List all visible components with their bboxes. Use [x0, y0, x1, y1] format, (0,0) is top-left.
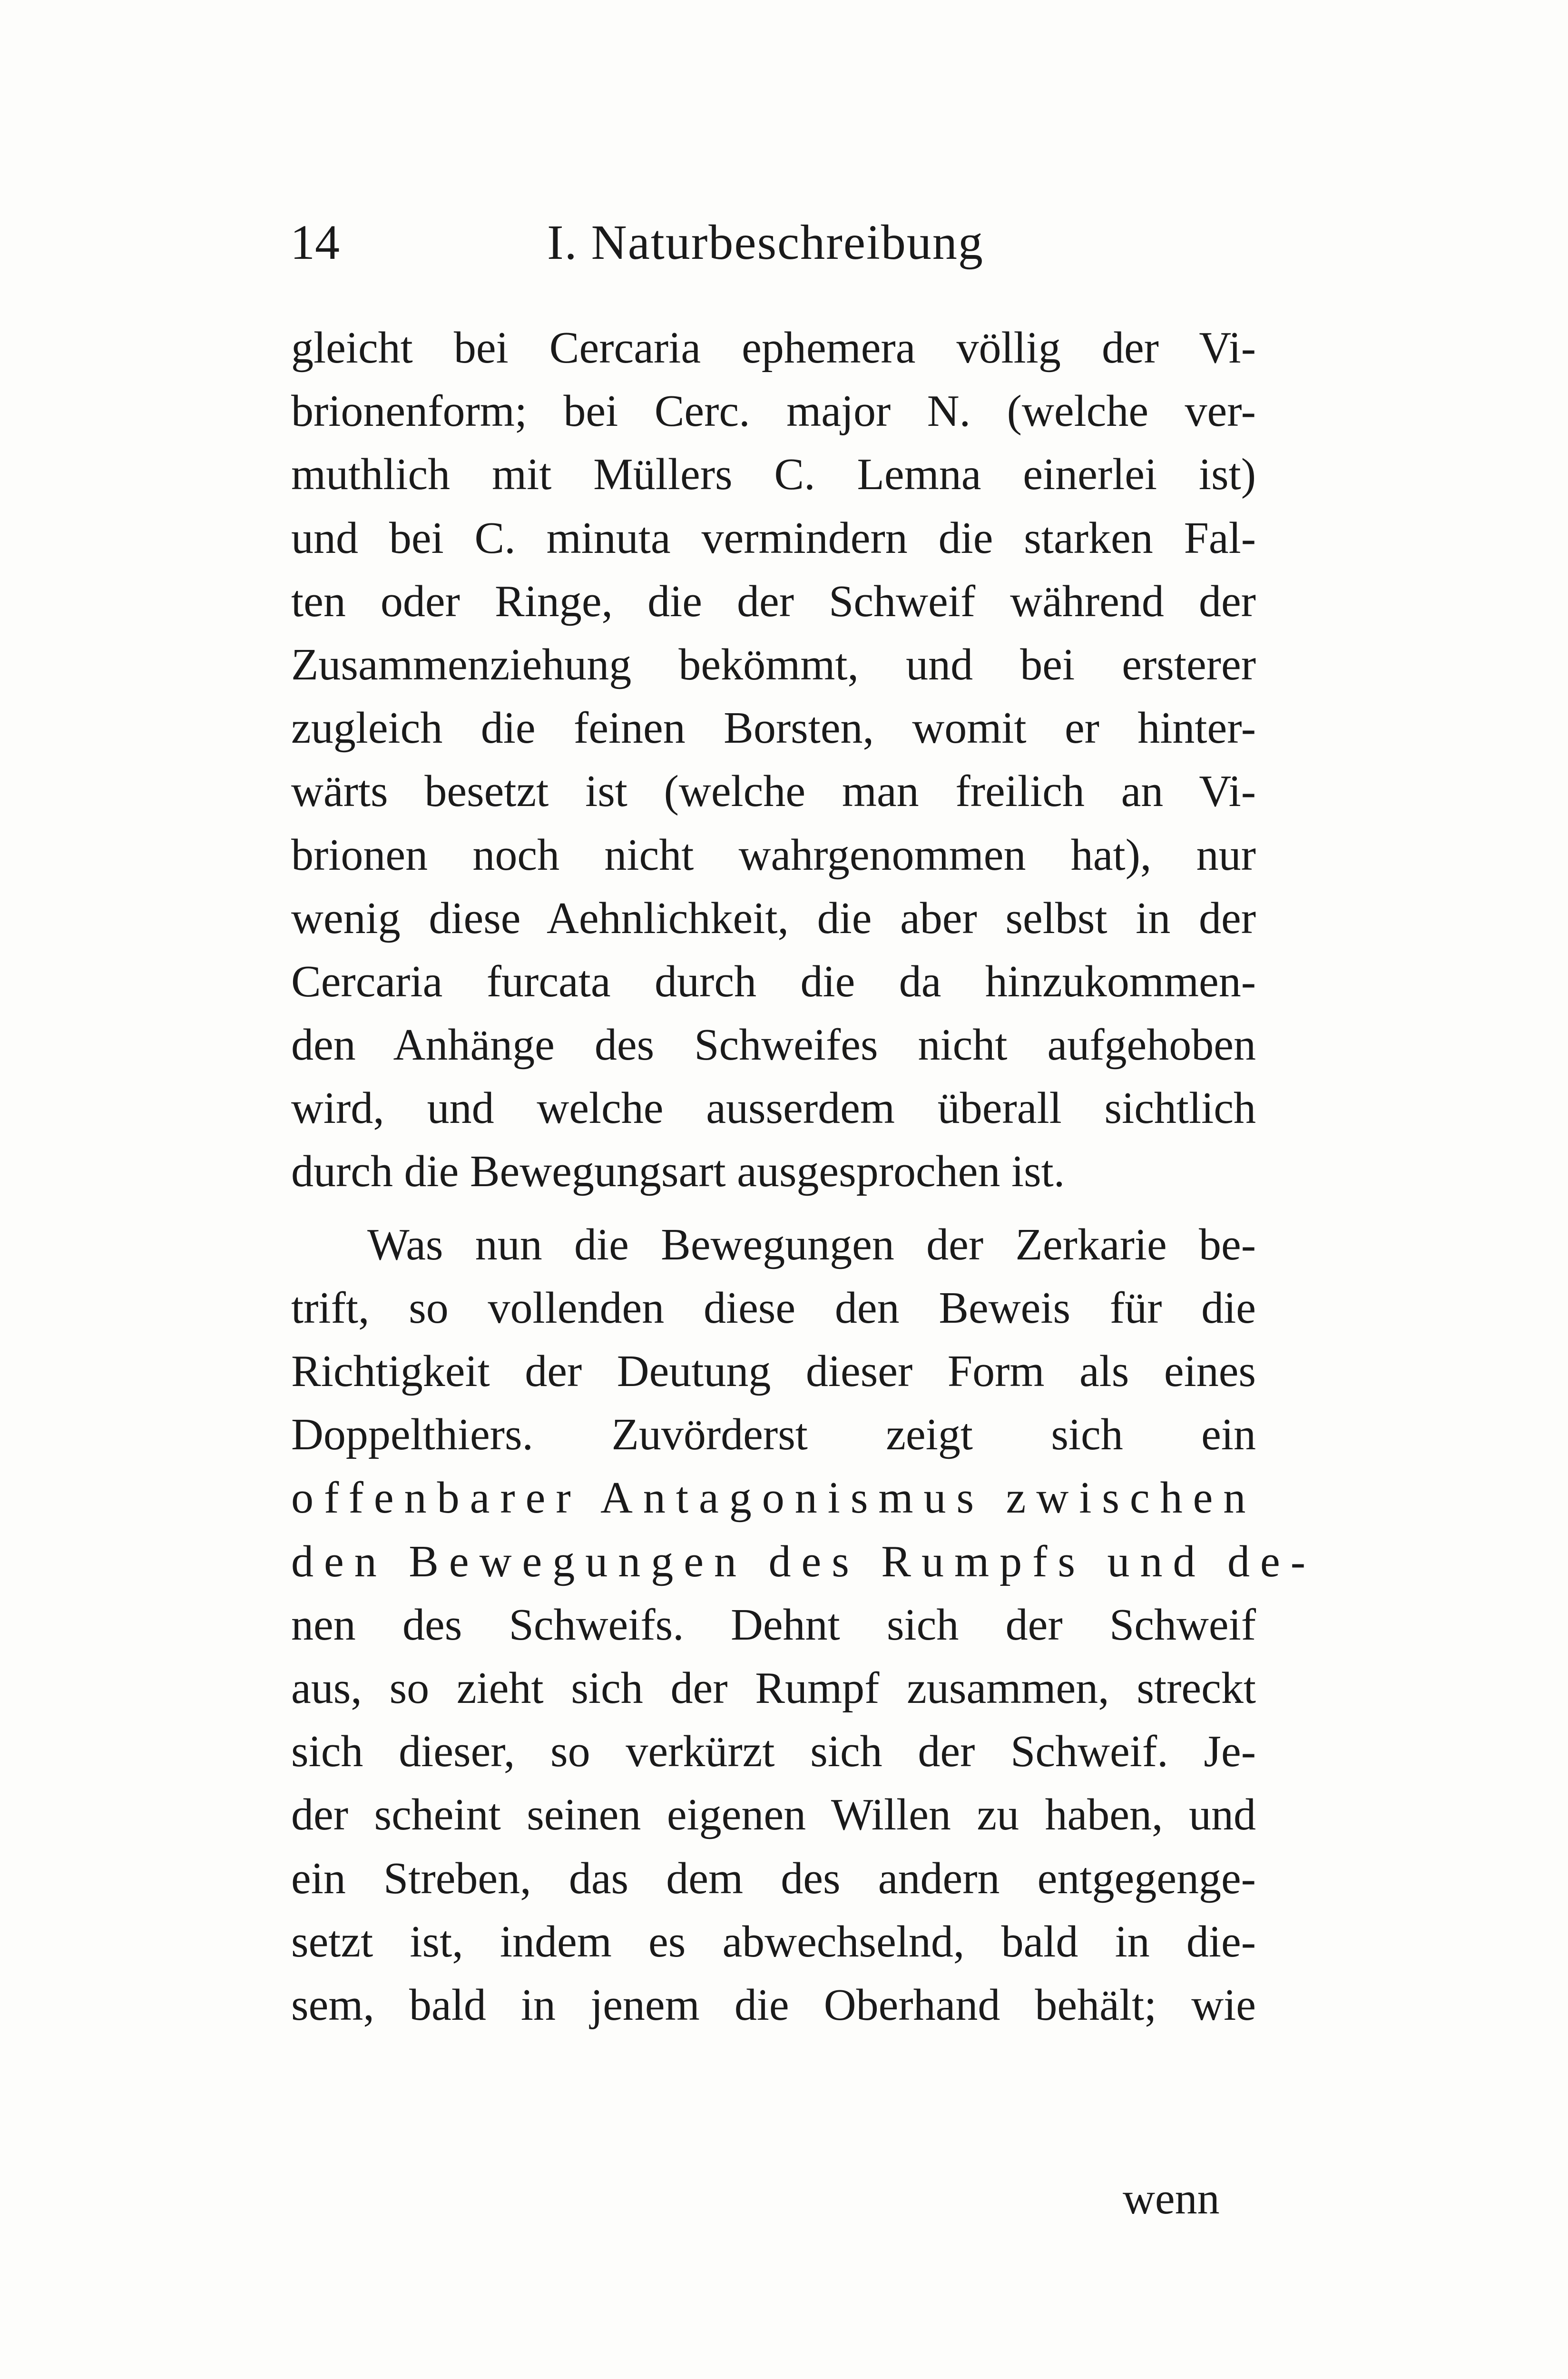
text-line: Richtigkeit der Deutung dieser Form als eines [291, 1347, 1256, 1396]
text-line: und bei C. minuta vermindern die starken Fal- [291, 513, 1256, 563]
text-line: muthlich mit Müllers C. Lemna einerlei ist) [291, 450, 1256, 500]
text-line: ein Streben, das dem des andern entgegenge- [291, 1853, 1256, 1903]
text-line: nen des Schweifs. Dehnt sich der Schweif [291, 1600, 1256, 1650]
page-header [290, 209, 1284, 276]
text-line: ten oder Ringe, die der Schweif während der [291, 576, 1256, 626]
running-head: I. Naturbeschreibung [547, 215, 984, 270]
text-line: setzt ist, indem es abwechselnd, bald in die- [291, 1917, 1256, 1966]
text-line: offenbarer Antagonismus zwischen [291, 1473, 1256, 1523]
text-line: den Anhänge des Schweifes nicht aufgehoben [291, 1020, 1256, 1070]
text-line: Cercaria furcata durch die da hinzukommen- [291, 956, 1256, 1006]
text-line: sich dieser, so verkürzt sich der Schweif. Je- [291, 1727, 1256, 1777]
text-line: wärts besetzt ist (welche man freilich an Vi- [291, 767, 1256, 816]
text-line: brionenform; bei Cerc. major N. (welche ver- [291, 386, 1256, 436]
text-line: trift, so vollenden diese den Beweis für die [291, 1283, 1256, 1333]
text-line: gleicht bei Cercaria ephemera völlig der Vi- [291, 323, 1256, 373]
catchword: wenn [1123, 2174, 1220, 2223]
text-line: Was nun die Bewegungen der Zerkarie be- [367, 1219, 1256, 1269]
text-line: brionen noch nicht wahrgenommen hat), nur [291, 830, 1256, 880]
text-line: Zusammenziehung bekömmt, und bei ersterer [291, 639, 1256, 689]
text-line: sem, bald in jenem die Oberhand behält; wie [291, 1980, 1256, 2030]
text-line: aus, so zieht sich der Rumpf zusammen, streckt [291, 1663, 1256, 1713]
text-line: wird, und welche ausserdem überall sichtlich [291, 1083, 1256, 1133]
page-number: 14 [290, 215, 340, 270]
text-line: wenig diese Aehnlichkeit, die aber selbst in der [291, 893, 1256, 943]
text-line: der scheint seinen eigenen Willen zu haben, und [291, 1790, 1256, 1840]
text-line: Doppelthiers. Zuvörderst zeigt sich ein [291, 1410, 1256, 1460]
text-line: zugleich die feinen Borsten, womit er hinter- [291, 703, 1256, 753]
text-line: den Bewegungen des Rumpfs und de- [291, 1536, 1316, 1586]
text-line: durch die Bewegungsart ausgesprochen ist. [291, 1147, 1065, 1197]
body-text [291, 316, 1316, 2037]
